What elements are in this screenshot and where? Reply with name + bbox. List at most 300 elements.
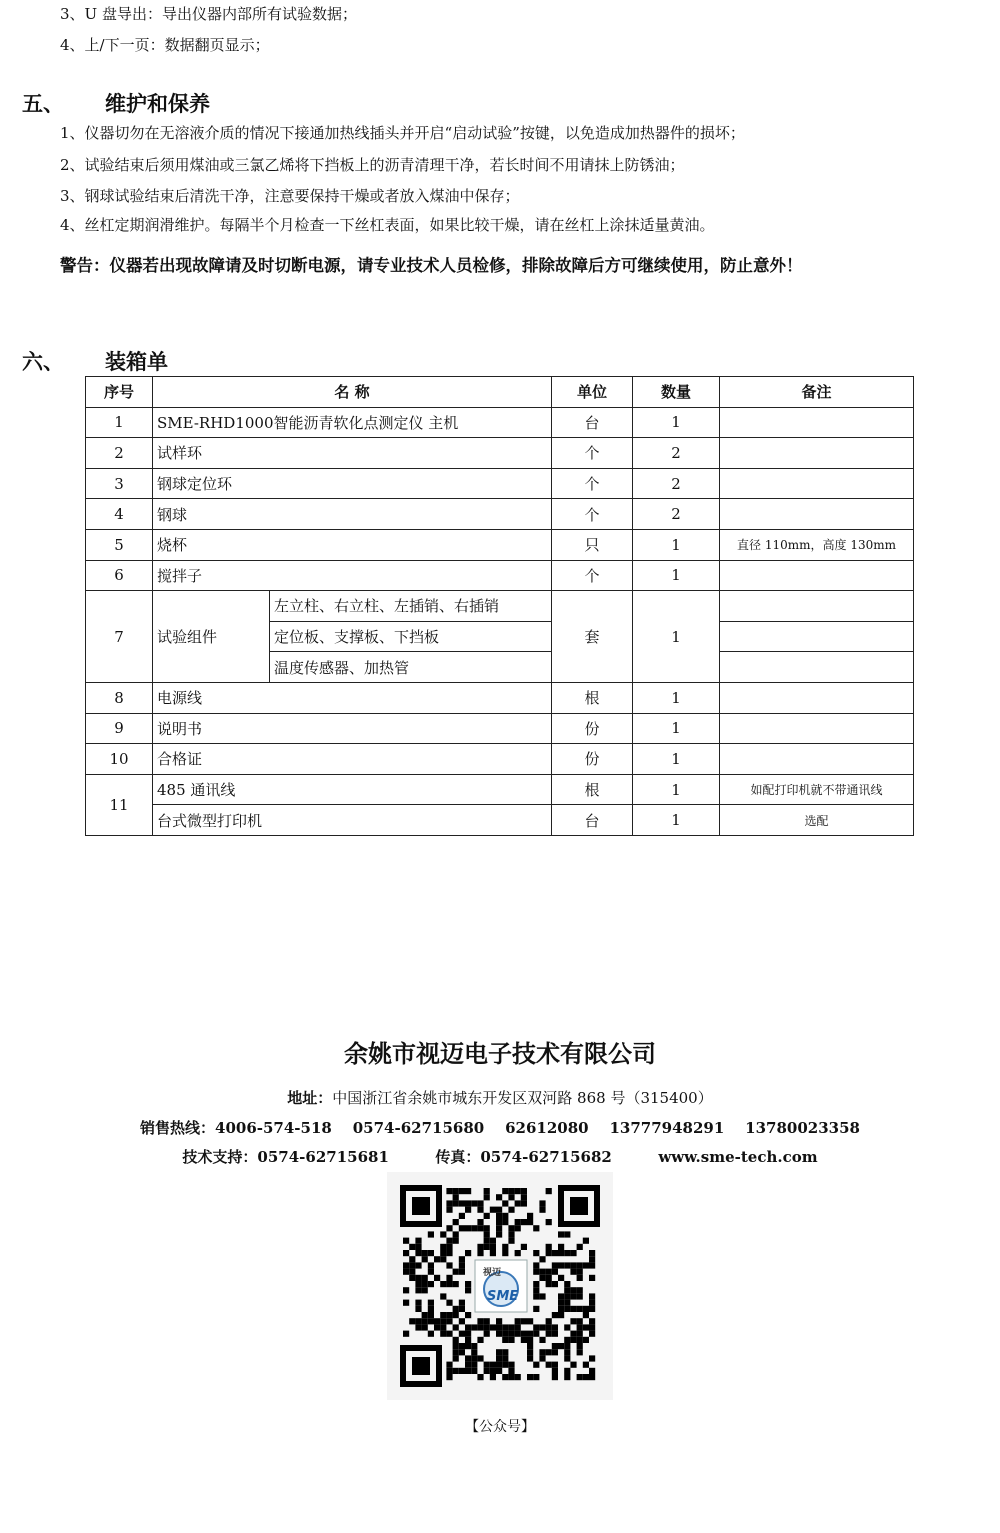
row-qty: 1	[633, 744, 720, 775]
header-name: 名 称	[153, 377, 552, 408]
qr-module	[552, 1312, 558, 1318]
qr-module	[453, 1343, 459, 1349]
qr-module	[459, 1368, 465, 1374]
qr-module	[589, 1256, 595, 1262]
qr-module	[564, 1300, 570, 1306]
row-part: 温度传感器、加热管	[270, 652, 552, 683]
qr-module	[539, 1355, 545, 1361]
qr-module	[552, 1262, 558, 1268]
qr-module	[490, 1374, 496, 1380]
qr-module	[465, 1207, 471, 1213]
qr-module	[527, 1213, 533, 1219]
qr-module	[539, 1256, 545, 1262]
qr-module	[465, 1337, 471, 1343]
qr-module	[465, 1343, 471, 1349]
qr-module	[508, 1337, 514, 1343]
qr-module	[459, 1349, 465, 1355]
top-line-1: 3、U 盘导出：导出仪器内部所有试验数据；	[60, 5, 357, 23]
qr-module	[521, 1331, 527, 1337]
row-name: 台式微型打印机	[153, 805, 552, 836]
row-note	[720, 652, 914, 683]
qr-module	[496, 1194, 502, 1200]
section5-item-3: 3、钢球试验结束后清洗干净，注意要保持干燥或者放入煤油中保存；	[60, 187, 520, 205]
qr-module	[533, 1269, 539, 1275]
support-line	[0, 1146, 1000, 1167]
qr-module	[453, 1200, 459, 1206]
qr-module	[415, 1244, 421, 1250]
row-name: 说明书	[153, 713, 552, 744]
qr-module	[552, 1362, 558, 1368]
qr-module	[508, 1238, 514, 1244]
section5-item-2: 2、试验结束后须用煤油或三氯乙烯将下挡板上的沥青清理干净，若长时间不用请抹上防锈油；	[60, 156, 685, 174]
qr-module	[527, 1219, 533, 1225]
qr-module	[415, 1281, 421, 1287]
support-number: 0574-62715681	[257, 1148, 389, 1166]
row-note	[720, 499, 914, 530]
qr-module	[539, 1293, 545, 1299]
qr-module	[508, 1188, 514, 1194]
qr-module	[453, 1231, 459, 1237]
qr-module	[558, 1343, 564, 1349]
row-no: 9	[86, 713, 153, 744]
qr-module	[515, 1200, 521, 1206]
qr-module	[589, 1324, 595, 1330]
qr-code	[387, 1172, 613, 1400]
qr-module	[415, 1318, 421, 1324]
qr-module	[577, 1337, 583, 1343]
row-note: 选配	[720, 805, 914, 836]
row-note: 如配打印机就不带通讯线	[720, 774, 914, 805]
qr-module	[403, 1238, 409, 1244]
qr-module	[409, 1275, 415, 1281]
row-name: 烧杯	[153, 529, 552, 560]
qr-module	[446, 1362, 452, 1368]
qr-module	[558, 1231, 564, 1237]
qr-module	[502, 1337, 508, 1343]
qr-module	[552, 1368, 558, 1374]
qr-module	[521, 1337, 527, 1343]
qr-module	[453, 1188, 459, 1194]
row-name: 钢球定位环	[153, 468, 552, 499]
qr-module	[533, 1324, 539, 1330]
qr-module	[527, 1318, 533, 1324]
qr-module	[422, 1318, 428, 1324]
qr-logo-text: 视迈	[483, 1268, 502, 1278]
qr-module	[496, 1355, 502, 1361]
qr-module	[527, 1374, 533, 1380]
qr-module	[539, 1337, 545, 1343]
table-row	[86, 560, 914, 591]
qr-module	[484, 1225, 490, 1231]
warning-text: 警告：仪器若出现故障请及时切断电源，请专业技术人员检修，排除故障后方可继续使用，防止意外！	[60, 256, 803, 275]
section5-item-1: 1、仪器切勿在无溶液介质的情况下接通加热线插头并开启“启动试验”按键，以免造成加热器件的损坏；	[60, 124, 745, 142]
qr-module	[471, 1355, 477, 1361]
row-qty: 1	[633, 529, 720, 560]
qr-module	[403, 1287, 409, 1293]
qr-caption: 【公众号】	[465, 1419, 535, 1435]
qr-module	[546, 1281, 552, 1287]
qr-module	[564, 1287, 570, 1293]
qr-module	[403, 1300, 409, 1306]
qr-module	[583, 1362, 589, 1368]
qr-module	[546, 1318, 552, 1324]
qr-module	[589, 1318, 595, 1324]
qr-module	[539, 1349, 545, 1355]
qr-module	[453, 1269, 459, 1275]
row-name: 试验组件	[153, 591, 270, 683]
qr-module	[589, 1374, 595, 1380]
qr-module	[446, 1300, 452, 1306]
section5-item-4: 4、丝杠定期润滑维护。每隔半个月检查一下丝杠表面，如果比较干燥，请在丝杠上涂抹适量黄油。	[60, 216, 715, 234]
qr-module	[434, 1275, 440, 1281]
qr-module	[459, 1300, 465, 1306]
qr-module	[440, 1281, 446, 1287]
qr-module	[477, 1219, 483, 1225]
qr-module	[558, 1300, 564, 1306]
qr-module	[428, 1262, 434, 1268]
qr-module	[527, 1337, 533, 1343]
qr-module	[459, 1343, 465, 1349]
qr-module	[496, 1213, 502, 1219]
qr-module	[533, 1362, 539, 1368]
qr-module	[446, 1368, 452, 1374]
qr-module	[521, 1188, 527, 1194]
qr-module	[533, 1293, 539, 1299]
row-name: 试样环	[153, 438, 552, 469]
qr-module	[490, 1207, 496, 1213]
qr-module	[465, 1225, 471, 1231]
qr-module	[453, 1337, 459, 1343]
qr-module	[521, 1219, 527, 1225]
header-qty: 数量	[633, 377, 720, 408]
qr-module	[415, 1262, 421, 1268]
company-name: 余姚市视迈电子技术有限公司	[344, 1040, 656, 1068]
row-qty: 2	[633, 499, 720, 530]
qr-module	[465, 1355, 471, 1361]
qr-module	[477, 1337, 483, 1343]
qr-module	[577, 1244, 583, 1250]
qr-module	[477, 1207, 483, 1213]
qr-module	[465, 1287, 471, 1293]
qr-module	[453, 1281, 459, 1287]
table-row	[86, 407, 914, 438]
qr-module	[440, 1231, 446, 1237]
section6-number: 六、	[22, 350, 64, 374]
qr-module	[440, 1324, 446, 1330]
row-no: 2	[86, 438, 153, 469]
qr-module	[484, 1238, 490, 1244]
address-line	[0, 1087, 1000, 1108]
qr-module	[552, 1281, 558, 1287]
qr-module	[564, 1355, 570, 1361]
qr-module	[583, 1262, 589, 1268]
qr-module	[508, 1362, 514, 1368]
qr-module	[546, 1331, 552, 1337]
qr-module	[465, 1188, 471, 1194]
qr-module	[521, 1318, 527, 1324]
qr-module	[440, 1244, 446, 1250]
qr-module	[515, 1331, 521, 1337]
row-qty: 2	[633, 438, 720, 469]
row-name: 钢球	[153, 499, 552, 530]
qr-module	[564, 1324, 570, 1330]
qr-module	[515, 1318, 521, 1324]
qr-module	[422, 1256, 428, 1262]
qr-module	[577, 1343, 583, 1349]
qr-module	[533, 1331, 539, 1337]
qr-module	[422, 1324, 428, 1330]
row-no: 5	[86, 529, 153, 560]
row-no: 7	[86, 591, 153, 683]
qr-module	[570, 1287, 576, 1293]
qr-module	[564, 1293, 570, 1299]
qr-module	[564, 1343, 570, 1349]
qr-module	[471, 1349, 477, 1355]
qr-module	[521, 1200, 527, 1206]
qr-module	[446, 1262, 452, 1268]
qr-module	[564, 1262, 570, 1268]
qr-module	[453, 1306, 459, 1312]
qr-module	[577, 1275, 583, 1281]
qr-module	[471, 1200, 477, 1206]
row-qty: 1	[633, 774, 720, 805]
qr-module	[533, 1306, 539, 1312]
qr-module	[577, 1269, 583, 1275]
qr-module	[453, 1355, 459, 1361]
row-qty: 1	[633, 682, 720, 713]
qr-module	[403, 1262, 409, 1268]
qr-module	[589, 1262, 595, 1268]
qr-module	[471, 1362, 477, 1368]
qr-module	[484, 1324, 490, 1330]
qr-module	[558, 1293, 564, 1299]
row-part: 左立柱、右立柱、左插销、右插销	[270, 591, 552, 622]
qr-module	[459, 1306, 465, 1312]
qr-module	[422, 1275, 428, 1281]
qr-module	[589, 1355, 595, 1361]
row-note	[720, 468, 914, 499]
row-unit: 个	[552, 499, 633, 530]
qr-module	[539, 1269, 545, 1275]
row-name: SME-RHD1000智能沥青软化点测定仪 主机	[153, 407, 552, 438]
address-label: 地址：	[287, 1089, 333, 1107]
row-no: 11	[86, 774, 153, 835]
row-unit: 份	[552, 744, 633, 775]
qr-module	[477, 1374, 483, 1380]
row-qty: 1	[633, 713, 720, 744]
row-qty: 1	[633, 591, 720, 683]
row-no: 4	[86, 499, 153, 530]
qr-module	[409, 1318, 415, 1324]
qr-module	[471, 1368, 477, 1374]
qr-module	[515, 1250, 521, 1256]
qr-module	[459, 1269, 465, 1275]
qr-module	[459, 1318, 465, 1324]
qr-module	[570, 1262, 576, 1268]
fax-label: 传真：	[435, 1148, 481, 1166]
table-row	[86, 713, 914, 744]
header-unit: 单位	[552, 377, 633, 408]
qr-module	[589, 1293, 595, 1299]
qr-module	[428, 1331, 434, 1337]
qr-module	[446, 1225, 452, 1231]
qr-module	[459, 1188, 465, 1194]
qr-module	[570, 1250, 576, 1256]
row-note	[720, 438, 914, 469]
table-row	[86, 805, 914, 836]
row-unit: 台	[552, 407, 633, 438]
row-note	[720, 682, 914, 713]
qr-module	[453, 1368, 459, 1374]
row-note	[720, 713, 914, 744]
qr-module	[533, 1287, 539, 1293]
qr-module	[508, 1374, 514, 1380]
qr-module	[589, 1250, 595, 1256]
row-unit: 个	[552, 560, 633, 591]
row-name: 合格证	[153, 744, 552, 775]
qr-module	[440, 1293, 446, 1299]
row-qty: 1	[633, 407, 720, 438]
qr-module	[453, 1349, 459, 1355]
row-note	[720, 591, 914, 622]
qr-module	[422, 1281, 428, 1287]
qr-module	[564, 1368, 570, 1374]
hotline-line	[0, 1117, 1000, 1138]
qr-module	[403, 1269, 409, 1275]
qr-module	[570, 1306, 576, 1312]
row-unit: 份	[552, 713, 633, 744]
qr-module	[533, 1250, 539, 1256]
qr-module	[496, 1324, 502, 1330]
qr-module	[533, 1225, 539, 1231]
address-text: 中国浙江省余姚市城东开发区双河路 868 号（315400）	[332, 1089, 713, 1107]
qr-module	[502, 1250, 508, 1256]
qr-module	[521, 1244, 527, 1250]
qr-module	[471, 1324, 477, 1330]
qr-module	[496, 1207, 502, 1213]
table-row	[86, 774, 914, 805]
qr-module	[440, 1331, 446, 1337]
qr-module	[446, 1244, 452, 1250]
qr-module	[415, 1275, 421, 1281]
website-link[interactable]: www.sme-tech.com	[658, 1148, 818, 1166]
qr-module	[465, 1368, 471, 1374]
table-row	[86, 744, 914, 775]
qr-logo-mark: SME	[487, 1289, 519, 1304]
qr-module	[465, 1250, 471, 1256]
qr-module	[453, 1324, 459, 1330]
qr-module	[477, 1200, 483, 1206]
qr-module	[589, 1306, 595, 1312]
qr-module	[453, 1219, 459, 1225]
qr-module	[546, 1275, 552, 1281]
qr-module	[422, 1312, 428, 1318]
qr-module	[490, 1324, 496, 1330]
qr-module	[533, 1374, 539, 1380]
qr-module	[508, 1194, 514, 1200]
qr-module	[577, 1262, 583, 1268]
qr-module	[496, 1231, 502, 1237]
top-line-2: 4、上/下一页：数据翻页显示；	[60, 36, 270, 54]
qr-module	[440, 1312, 446, 1318]
table-row	[86, 591, 914, 622]
qr-module	[577, 1306, 583, 1312]
qr-module	[508, 1231, 514, 1237]
row-note	[720, 621, 914, 652]
qr-module	[521, 1194, 527, 1200]
qr-module	[446, 1374, 452, 1380]
qr-module	[533, 1281, 539, 1287]
qr-module	[539, 1324, 545, 1330]
qr-module	[552, 1250, 558, 1256]
qr-module	[446, 1275, 452, 1281]
qr-module	[409, 1269, 415, 1275]
qr-module	[415, 1250, 421, 1256]
qr-module	[583, 1374, 589, 1380]
qr-module	[496, 1219, 502, 1225]
row-note	[720, 407, 914, 438]
qr-module	[428, 1312, 434, 1318]
qr-module	[577, 1293, 583, 1299]
qr-module	[558, 1312, 564, 1318]
qr-module	[502, 1200, 508, 1206]
qr-module	[446, 1312, 452, 1318]
qr-module	[440, 1318, 446, 1324]
qr-module	[434, 1318, 440, 1324]
table-header-row	[86, 377, 914, 408]
qr-module	[546, 1324, 552, 1330]
qr-module	[440, 1250, 446, 1256]
qr-module	[583, 1306, 589, 1312]
qr-module	[434, 1256, 440, 1262]
qr-module	[552, 1269, 558, 1275]
qr-module	[484, 1213, 490, 1219]
qr-module	[459, 1256, 465, 1262]
qr-module	[477, 1318, 483, 1324]
row-name: 电源线	[153, 682, 552, 713]
qr-module	[502, 1188, 508, 1194]
qr-module	[446, 1318, 452, 1324]
qr-module	[484, 1188, 490, 1194]
qr-module	[570, 1331, 576, 1337]
row-unit: 根	[552, 682, 633, 713]
qr-module	[428, 1300, 434, 1306]
qr-module	[484, 1368, 490, 1374]
qr-module	[422, 1250, 428, 1256]
row-unit: 个	[552, 468, 633, 499]
section5-title: 维护和保养	[105, 92, 210, 116]
qr-module	[490, 1238, 496, 1244]
qr-module	[459, 1331, 465, 1337]
qr-module	[502, 1349, 508, 1355]
qr-module	[546, 1362, 552, 1368]
qr-module	[490, 1368, 496, 1374]
qr-module	[564, 1306, 570, 1312]
qr-module	[502, 1219, 508, 1225]
qr-module	[570, 1362, 576, 1368]
row-no: 10	[86, 744, 153, 775]
qr-module	[589, 1368, 595, 1374]
qr-module	[558, 1244, 564, 1250]
qr-module	[527, 1343, 533, 1349]
qr-module	[428, 1269, 434, 1275]
table-row	[86, 438, 914, 469]
row-qty: 2	[633, 468, 720, 499]
qr-module	[465, 1362, 471, 1368]
qr-module	[446, 1238, 452, 1244]
qr-module	[484, 1331, 490, 1337]
qr-module	[428, 1250, 434, 1256]
